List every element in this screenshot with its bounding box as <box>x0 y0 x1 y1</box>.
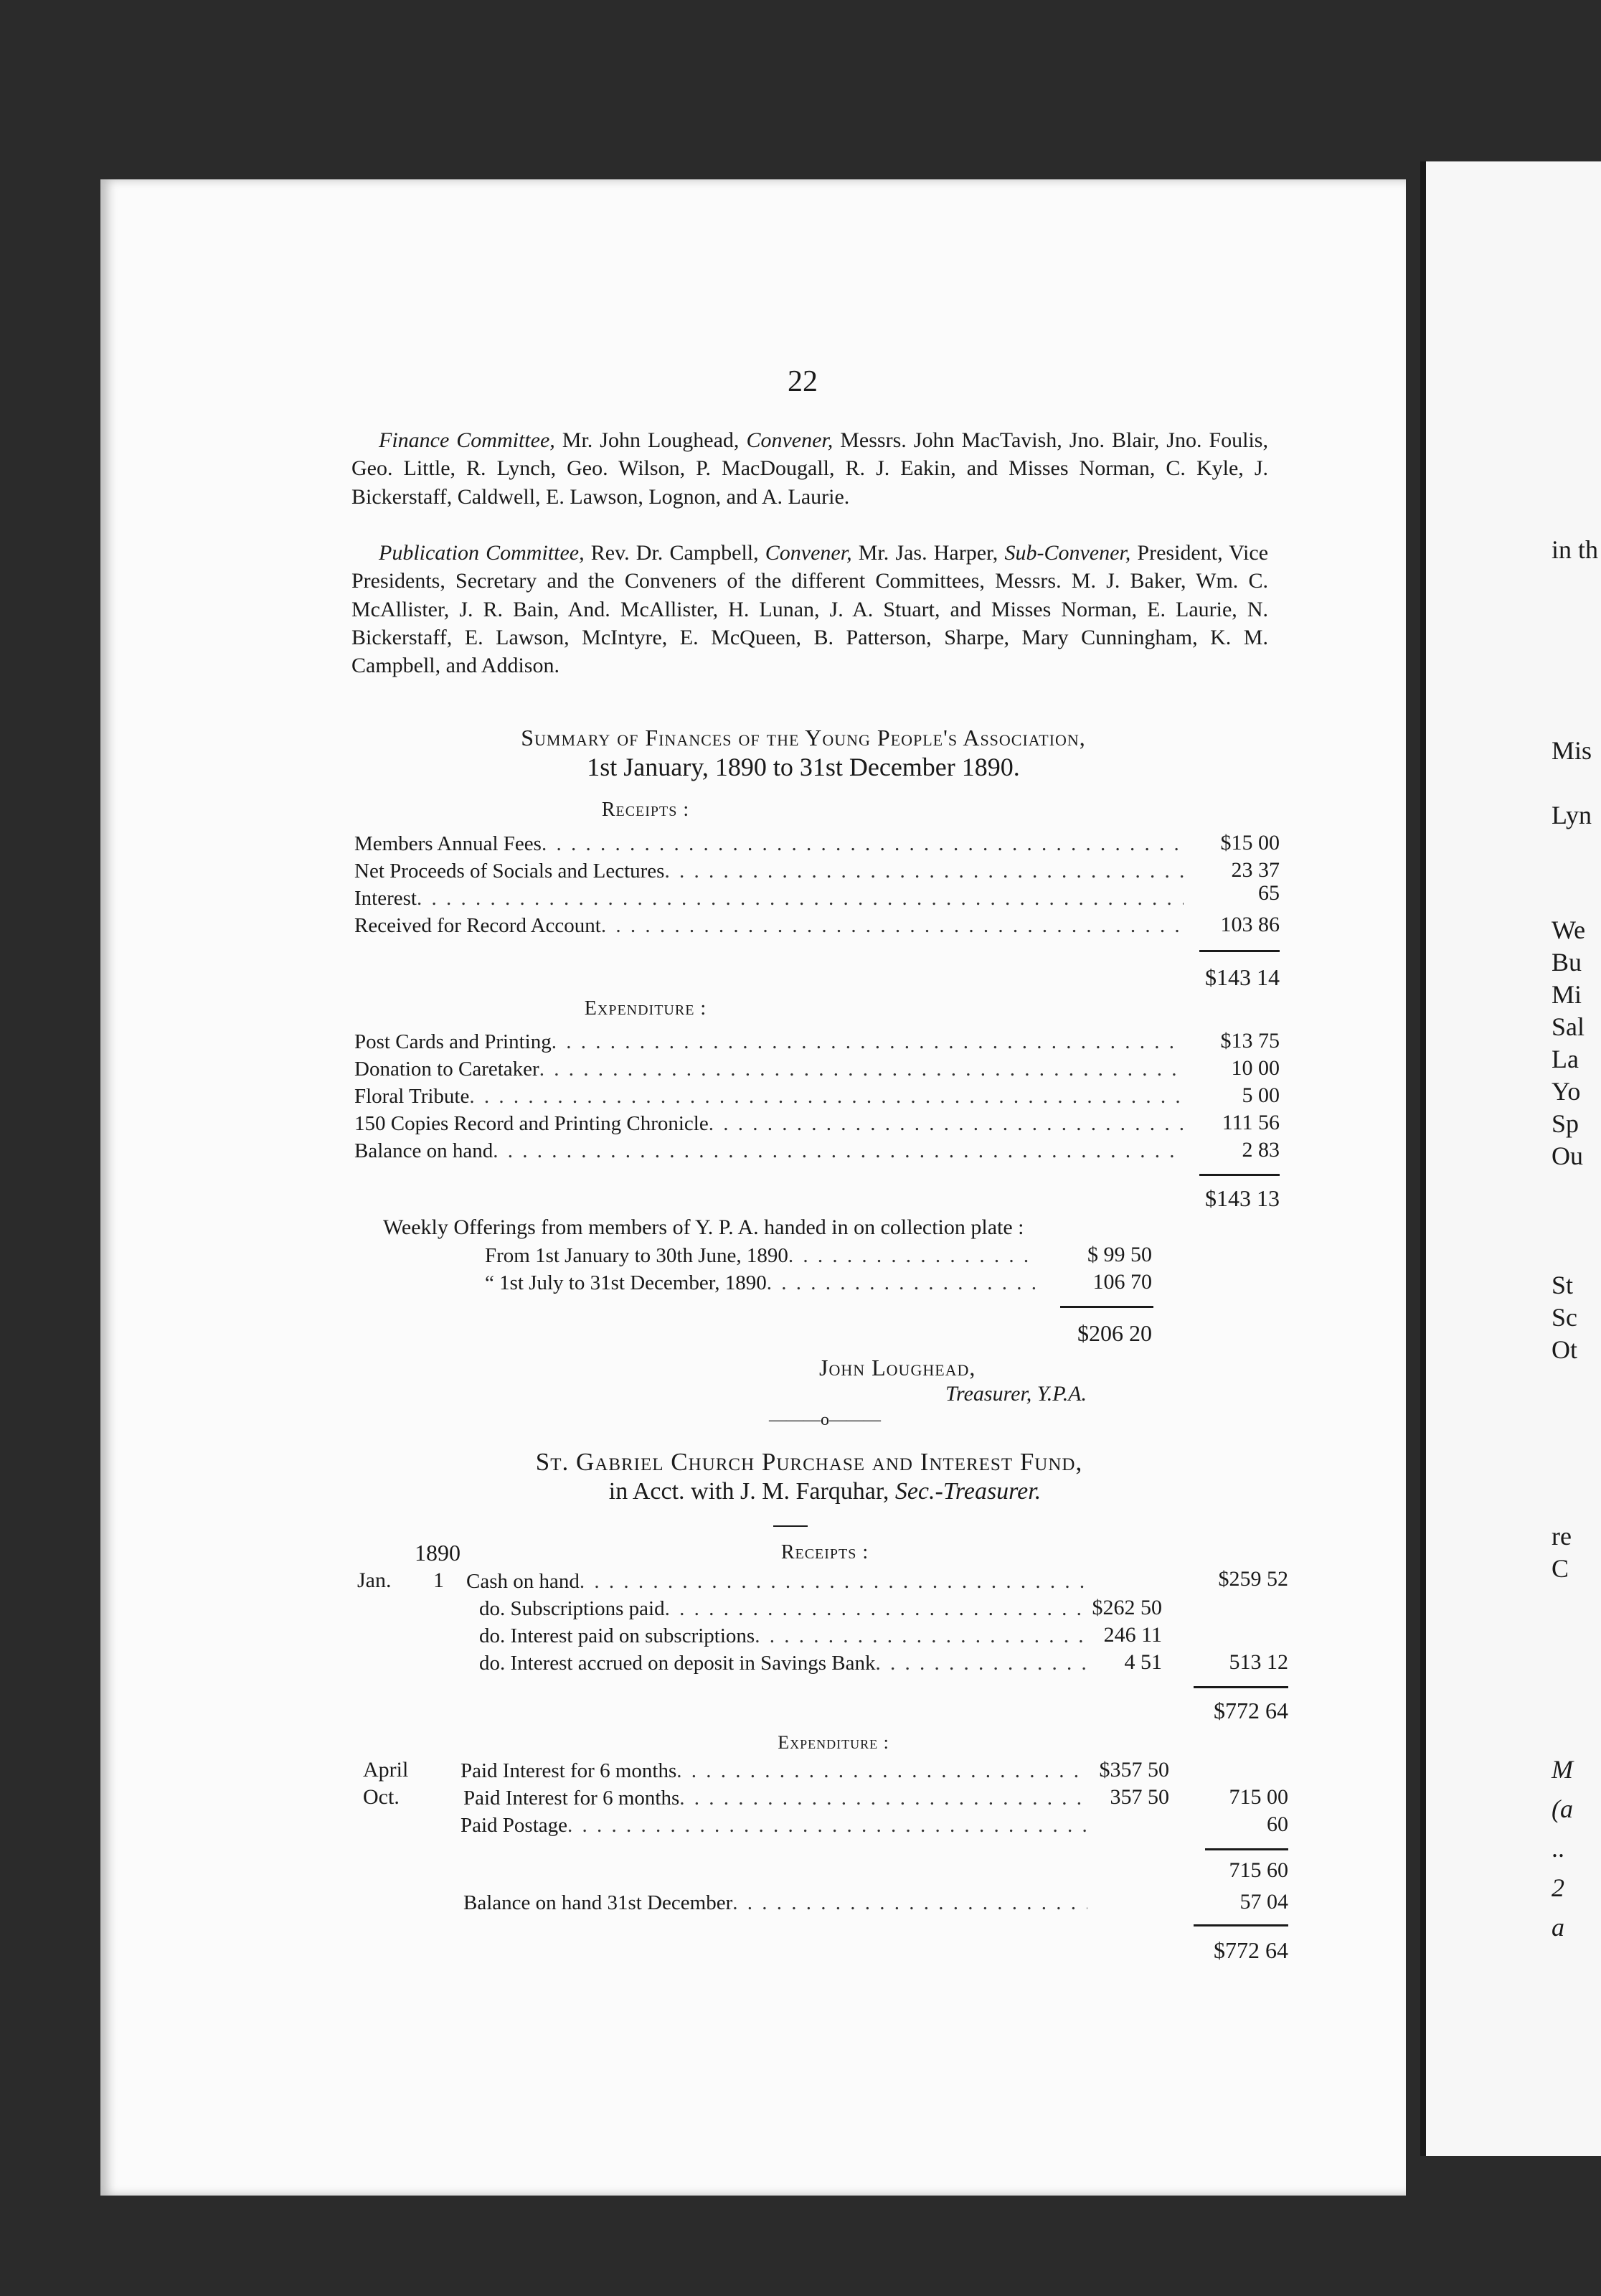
ypa-receipt-row: Members Annual Fees . . . <box>354 832 1184 860</box>
facing-fragment: Lyn <box>1552 801 1592 829</box>
ypa-offering-row: From 1st January to 30th June, 1890 . . . <box>485 1244 1037 1271</box>
fund-balance-amount: 57 04 <box>1239 1890 1288 1914</box>
ypa-expenditure-row: 150 Copies Record and Printing Chronicle . . . <box>354 1112 1184 1139</box>
facing-fragment: Sal <box>1552 1012 1585 1041</box>
facing-fragment: Sc <box>1552 1303 1577 1332</box>
ypa-offering-amount: $ 99 50 <box>1087 1243 1152 1266</box>
publication-text-2: Mr. Jas. Harper, <box>851 541 1005 565</box>
facing-fragment: a <box>1552 1913 1564 1942</box>
ypa-expenditure-amount: 111 56 <box>1222 1111 1280 1134</box>
ypa-offerings-heading: Weekly Offerings from members of Y. P. A. handed in on collection plate : <box>383 1215 1024 1239</box>
ypa-receipts-total: $143 14 <box>1205 964 1280 990</box>
fund-expenditure-amount-2: 60 <box>1267 1812 1288 1836</box>
facing-fragment: re <box>1552 1522 1572 1551</box>
ypa-expenditure-amount: 5 00 <box>1242 1083 1280 1107</box>
publication-text-3: President, Vice Presidents, Secretary and the Conveners of the different Committees, Messrs. M. J. Baker, Wm. C. McAllister, J. R. Bain, And. McAllister, H. Lunan, J. A. Stuart, and Misses Norman, E. Laurie, N. Bickerstaff, E. Lawson, McIntyre, E. McQueen, B. Patterson, Sharpe, Mary Cunningham, K. M. Campbell, and Addison. <box>351 541 1269 678</box>
facing-fragment: 2 <box>1552 1873 1564 1902</box>
ypa-receipts-heading: Receipts : <box>601 799 690 821</box>
finance-committee-paragraph <box>351 426 1268 511</box>
facing-fragment: .. <box>1552 1834 1564 1863</box>
facing-fragment: Bu <box>1552 948 1582 977</box>
fund-receipt-row: do. Interest paid on subscriptions . . . <box>479 1624 1087 1652</box>
ypa-expenditure-row: Balance on hand . . . <box>354 1139 1184 1167</box>
fund-receipt-date: Jan. <box>357 1568 392 1592</box>
fund-expenditure-amount-2: 715 00 <box>1229 1785 1288 1809</box>
fund-expenditure-row: Paid Interest for 6 months . . . <box>461 1759 1087 1787</box>
fund-expenditure-date: Oct. <box>363 1785 400 1809</box>
fund-year: 1890 <box>415 1540 461 1566</box>
fund-receipt-day: 1 <box>433 1568 444 1592</box>
facing-fragment: M <box>1552 1755 1573 1784</box>
ypa-expenditure-total: $143 13 <box>1205 1185 1280 1211</box>
fund-balance-row: Balance on hand 31st December . . . <box>463 1891 1087 1919</box>
treasurer-signature: John Loughead, <box>819 1355 976 1380</box>
ypa-expenditure-amount: 10 00 <box>1231 1056 1280 1080</box>
section-divider: ———o——— <box>769 1411 881 1429</box>
facing-fragment: in th <box>1552 535 1599 564</box>
publication-committee-paragraph <box>351 539 1268 679</box>
fund-receipt-amount-2: 513 12 <box>1229 1650 1288 1674</box>
ypa-offerings-rule <box>1060 1306 1153 1308</box>
ypa-receipt-amount: $15 00 <box>1220 831 1280 855</box>
publication-sub-convener: Sub-Convener, <box>1004 541 1131 565</box>
fund-receipt-row: do. Interest accrued on deposit in Savings Bank . . . <box>479 1652 1087 1679</box>
fund-receipts-rule <box>1194 1686 1288 1688</box>
facing-fragment: St <box>1552 1271 1574 1299</box>
ypa-offerings-total: $206 20 <box>1077 1320 1152 1346</box>
fund-expenditure-row: Paid Interest for 6 months . . . <box>463 1787 1087 1814</box>
facing-fragment: Yo <box>1552 1077 1581 1106</box>
fund-subtotal: 715 60 <box>1229 1858 1288 1882</box>
fund-title-line-2: in Acct. with J. M. Farquhar, Sec.-Treasurer. <box>608 1478 1042 1505</box>
ypa-offering-row: “ 1st July to 31st December, 1890 . . . <box>485 1271 1037 1299</box>
fund-expenditure-rule <box>1205 1848 1288 1850</box>
fund-receipt-row: Cash on hand . . . <box>466 1570 1087 1597</box>
fund-expenditure-date: April <box>363 1758 409 1782</box>
fund-final-rule <box>1194 1924 1288 1926</box>
fund-expenditure-amount-1: $357 50 <box>1099 1758 1169 1782</box>
publication-convener: Convener, <box>765 541 852 565</box>
ypa-expenditure-rule <box>1199 1174 1280 1176</box>
facing-fragment: La <box>1552 1045 1579 1073</box>
fund-receipt-amount-1: 246 11 <box>1103 1623 1162 1647</box>
fund-receipt-amount-2: $259 52 <box>1218 1567 1288 1591</box>
fund-title-line-1: St. Gabriel Church Purchase and Interest Fund, <box>535 1448 1083 1476</box>
ypa-receipt-row: Net Proceeds of Socials and Lectures . . . <box>354 860 1184 887</box>
ypa-receipt-amount: 65 <box>1258 881 1280 905</box>
treasurer-title: Treasurer, Y.P.A. <box>945 1382 1087 1406</box>
fund-receipts-total: $772 64 <box>1214 1698 1288 1723</box>
fund-receipt-amount-1: 4 51 <box>1124 1650 1162 1674</box>
finance-committee-title: Finance Committee, <box>379 428 555 452</box>
ypa-offering-amount: 106 70 <box>1092 1270 1152 1294</box>
ypa-receipt-amount: 103 86 <box>1220 913 1280 936</box>
ypa-expenditure-row: Floral Tribute . . . <box>354 1085 1184 1112</box>
ypa-receipt-row: Interest . . . <box>354 887 1184 914</box>
publication-text-1: Rev. Dr. Campbell, <box>584 541 765 565</box>
fund-receipt-row: do. Subscriptions paid . . . <box>479 1597 1087 1624</box>
ypa-expenditure-amount: $13 75 <box>1220 1029 1280 1053</box>
fund-expenditure-amount-1: 357 50 <box>1110 1785 1169 1809</box>
facing-fragment: Mi <box>1552 980 1582 1009</box>
publication-committee-title: Publication Committee, <box>379 541 585 565</box>
ypa-expenditure-heading: Expenditure : <box>584 997 707 1020</box>
facing-fragment: Sp <box>1552 1109 1579 1138</box>
facing-page <box>1420 161 1601 2156</box>
ypa-receipt-amount: 23 37 <box>1231 858 1280 882</box>
fund-receipt-amount-1: $262 50 <box>1092 1596 1162 1619</box>
facing-fragment: Ot <box>1552 1335 1577 1364</box>
fund-title-rule <box>773 1525 808 1527</box>
facing-fragment: We <box>1552 916 1586 944</box>
fund-expenditure-heading: Expenditure : <box>778 1732 889 1753</box>
ypa-title-line-1: Summary of Finances of the Young People's Association, <box>521 725 1086 751</box>
fund-expenditure-row: Paid Postage . . . <box>461 1814 1087 1841</box>
ypa-receipt-row: Received for Record Account . . . <box>354 914 1184 941</box>
finance-convener: Convener, <box>746 428 833 452</box>
facing-fragment: C <box>1552 1554 1569 1583</box>
ypa-receipts-rule <box>1199 950 1280 952</box>
ypa-expenditure-row: Post Cards and Printing . . . <box>354 1030 1184 1058</box>
facing-fragment: Ou <box>1552 1142 1583 1170</box>
fund-grand-total: $772 64 <box>1214 1937 1288 1963</box>
finance-text-1: Mr. John Loughead, <box>554 428 747 452</box>
ypa-expenditure-amount: 2 83 <box>1242 1138 1280 1162</box>
ypa-expenditure-row: Donation to Caretaker . . . <box>354 1058 1184 1085</box>
finance-text-2: Messrs. John MacTavish, Jno. Blair, Jno. Foulis, Geo. Little, R. Lynch, Geo. Wilson, P. MacDougall, R. J. Eakin, and Misses Norman, C. Kyle, J. Bickerstaff, Caldwell, E. Lawson, Lognon, and A. Laurie. <box>351 428 1268 509</box>
page-number: 22 <box>788 365 818 398</box>
ypa-title-line-2: 1st January, 1890 to 31st December 1890. <box>587 753 1020 781</box>
facing-fragment: (a <box>1552 1794 1573 1823</box>
facing-fragment: Mis <box>1552 736 1592 765</box>
fund-receipts-heading: Receipts : <box>780 1541 869 1563</box>
